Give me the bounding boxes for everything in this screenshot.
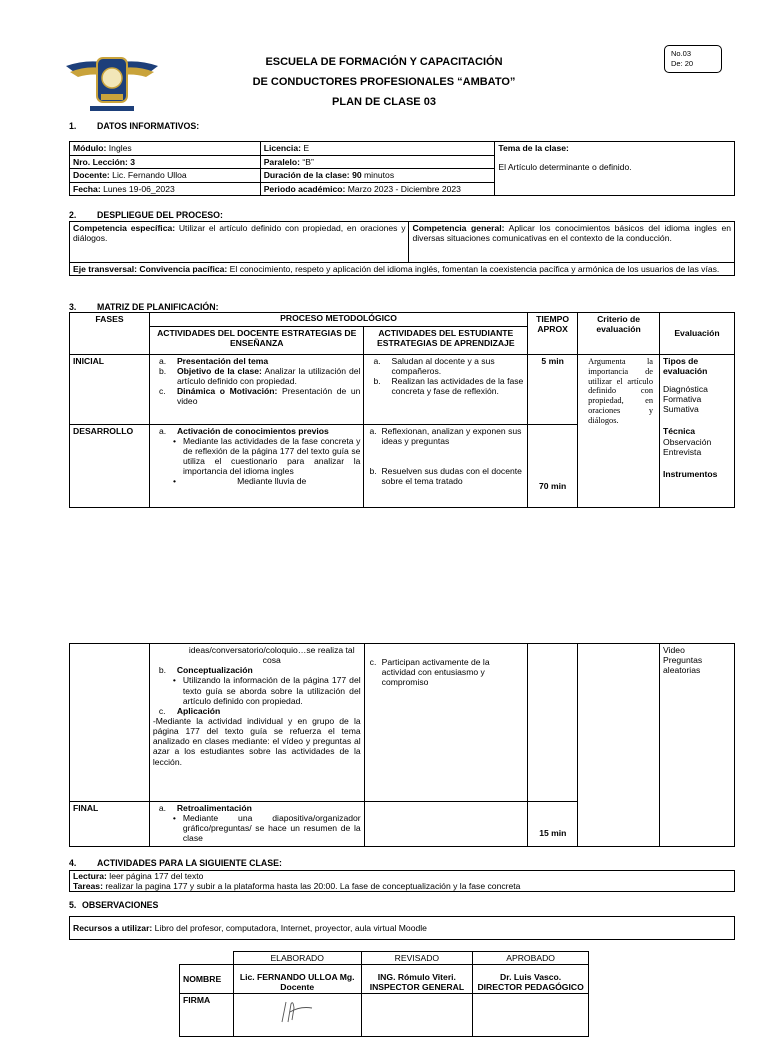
table-row: Módulo: Ingles Licencia: E Tema de la clase: El Artículo determinante o definido. (70, 142, 735, 156)
col-fases: FASES (70, 313, 150, 355)
lectura-value: leer página 177 del texto (106, 871, 204, 881)
competencia-general: Competencia general: Aplicar los conocimientos básicos del idioma ingles en diversas situaciones comunicativas en el contexto de la conducción. (409, 222, 735, 263)
section-2-heading: 2. DESPLIEGUE DEL PROCESO: (69, 210, 223, 220)
evaluacion-cell: Tipos de evaluación Diagnóstica Formativa Sumativa Técnica Observación Entrevista Instrumentos (660, 354, 735, 507)
paralelo-value: “B” (300, 156, 314, 167)
final-tiempo: 15 min (528, 802, 578, 847)
fecha-value: Lunes 19-06_2023 (100, 183, 175, 194)
table-row: NOMBRE Lic. FERNANDO ULLOA Mg. Docente ING. Rómulo Viteri. INSPECTOR GENERAL Dr. Luis Vasco. DIRECTOR PEDAGÓGICO (180, 965, 589, 994)
elaborado-name: Lic. FERNANDO ULLOA Mg. Docente (233, 965, 361, 994)
header-line-2: DE CONDUCTORES PROFESIONALES “AMBATO” (252, 76, 516, 88)
col-tiempo: TIEMPO APROX (528, 313, 578, 355)
table-row: FIRMA (180, 994, 589, 1037)
criterio-evaluacion: Argumenta la importancia de utilizar el artículo definido con propiedad, en oraciones y diálogos. (578, 354, 660, 507)
eje-transversal: Eje transversal: Convivencia pacífica: El conocimiento, respeto y aplicación del idioma inglés, fomentan la coexistencia pacífica y armónica de los usuarios de las vías. (70, 263, 735, 276)
table-row: Nro. Lección: 3 Paralelo: “B” (70, 155, 735, 169)
inicial-estudiante: a. Saludan al docente y a sus compañeros. b. Realizan las actividades de la fase concreta y fase de reflexión. (364, 354, 528, 424)
header-line-1: ESCUELA DE FORMACIÓN Y CAPACITACIÓN (265, 56, 503, 68)
document-number: No.03 (671, 49, 692, 58)
siguiente-clase-box: Lectura: leer página 177 del texto Tareas: realizar la pagina 177 y subir a la plataforma hasta las 20:00. La fase de conceptualización y la fase concreta (69, 870, 735, 892)
tema-cell: Tema de la clase: El Artículo determinante o definido. (495, 142, 735, 196)
table-row (70, 313, 735, 327)
header-line-3: PLAN DE CLASE 03 (332, 96, 436, 108)
col-estudiante: ACTIVIDADES DEL ESTUDIANTE ESTRATEGIAS DE APRENDIZAJE (364, 326, 528, 354)
desarrollo-estudiante: a. Reflexionan, analizan y exponen sus ideas y preguntas b. Resuelven sus dudas con el docente sobre el tema tratado (364, 424, 528, 507)
document-number-box (664, 45, 722, 73)
desarrollo-docente: a. Activación de conocimientos previos • Mediante las actividades de la fase concreta y de reflexión de la página 177 del texto guía se utiliza el cuestionario para analizar la importancia del idioma ingles • Mediante lluvia de (149, 424, 364, 507)
table-row (70, 644, 735, 802)
aprobado-name: Dr. Luis Vasco. DIRECTOR PEDAGÓGICO (473, 965, 589, 994)
inicial-docente: a. Presentación del tema b. Objetivo de la clase: Analizar la utilización del artículo definido con propiedad. c. Dinámica o Motivación: Presentación de un video (149, 354, 364, 424)
licencia-value: E (300, 143, 310, 153)
matriz-table-page1 (69, 312, 735, 508)
despliegue-table (69, 221, 735, 276)
matriz-table-page2 (69, 643, 735, 847)
table-row: Fecha: Lunes 19-06_2023 Periodo académico: Marzo 2023 - Diciembre 2023 (70, 182, 735, 196)
desarrollo-tiempo: 70 min (528, 424, 578, 507)
col-docente: ACTIVIDADES DEL DOCENTE ESTRATEGIAS DE ENSEÑANZA (149, 326, 364, 354)
docente-value: Lic. Fernando Ulloa (109, 170, 187, 180)
competencia-especifica: Competencia específica: Utilizar el artículo definido con propiedad, en oraciones y diálogos. (70, 222, 409, 263)
recursos-value: Libro del profesor, computadora, Internet, proyector, aula virtual Moodle (152, 923, 427, 933)
section-5-heading: 5. OBSERVACIONES (69, 900, 159, 910)
observaciones-box: Recursos a utilizar: Libro del profesor, computadora, Internet, proyector, aula virtual Moodle (69, 916, 735, 940)
col-evaluacion: Evaluación (660, 313, 735, 355)
periodo-value: Marzo 2023 - Diciembre 2023 (345, 183, 461, 194)
table-row (70, 354, 735, 424)
evaluacion-cell-cont: Video Preguntas aleatorias (660, 644, 735, 847)
table-row (70, 222, 735, 263)
section-1-heading: 1. DATOS INFORMATIVOS: (69, 121, 200, 131)
col-criterio: Criterio de evaluación (578, 313, 660, 355)
inicial-tiempo: 5 min (528, 354, 578, 424)
desarrollo-estudiante-cont: c. Participan activamente de la actividad con entusiasmo y compromiso (364, 644, 528, 802)
table-row (70, 263, 735, 276)
document-total: De: 20 (671, 58, 694, 68)
signatures-table (179, 951, 589, 1037)
table-row: ELABORADO REVISADO APROBADO (180, 952, 589, 965)
leccion-value: 3 (127, 156, 136, 167)
desarrollo-docente-cont: ideas/conversatorio/coloquio…se realiza tal cosa b. Conceptualización • Utilizando la información de la página 177 del texto guía se aborda sobre la utilización del artículo definido con propiedad. c. Aplicación -Mediante la actividad individual y en grupo de la página 177 del texto guía se refuerza el tema analizado en clases mediante: el vídeo y preguntas al azar a los estudiantes sobre las actividades de la lección. (149, 644, 364, 802)
signature-image (260, 998, 320, 1024)
tareas-value: realizar la pagina 177 y subir a la plataforma hasta las 20:00. La fase de conceptualización y la fase concreta (102, 881, 521, 892)
datos-informativos-table (69, 141, 735, 196)
fase-inicial: INICIAL (70, 354, 150, 424)
section-3-heading: 3. MATRIZ DE PLANIFICACIÓN: (69, 302, 219, 312)
modulo-value: Ingles (106, 143, 132, 153)
table-row: Docente: Lic. Fernando Ulloa Duración de la clase: 90 minutos (70, 169, 735, 183)
col-proceso: PROCESO METODOLÓGICO (149, 313, 527, 327)
duracion-value: 90 (349, 170, 362, 180)
fase-final: FINAL (70, 802, 150, 847)
section-4-heading: 4. ACTIVIDADES PARA LA SIGUIENTE CLASE: (69, 858, 282, 868)
fase-desarrollo: DESARROLLO (70, 424, 150, 507)
revisado-name: ING. Rómulo Viteri. INSPECTOR GENERAL (361, 965, 473, 994)
final-docente: a. Retroalimentación • Mediante una diapositiva/organizador gráfico/preguntas/ se hace un resumen de la clase (149, 802, 364, 847)
tema-value: El Artículo determinante o definido. (498, 162, 632, 173)
